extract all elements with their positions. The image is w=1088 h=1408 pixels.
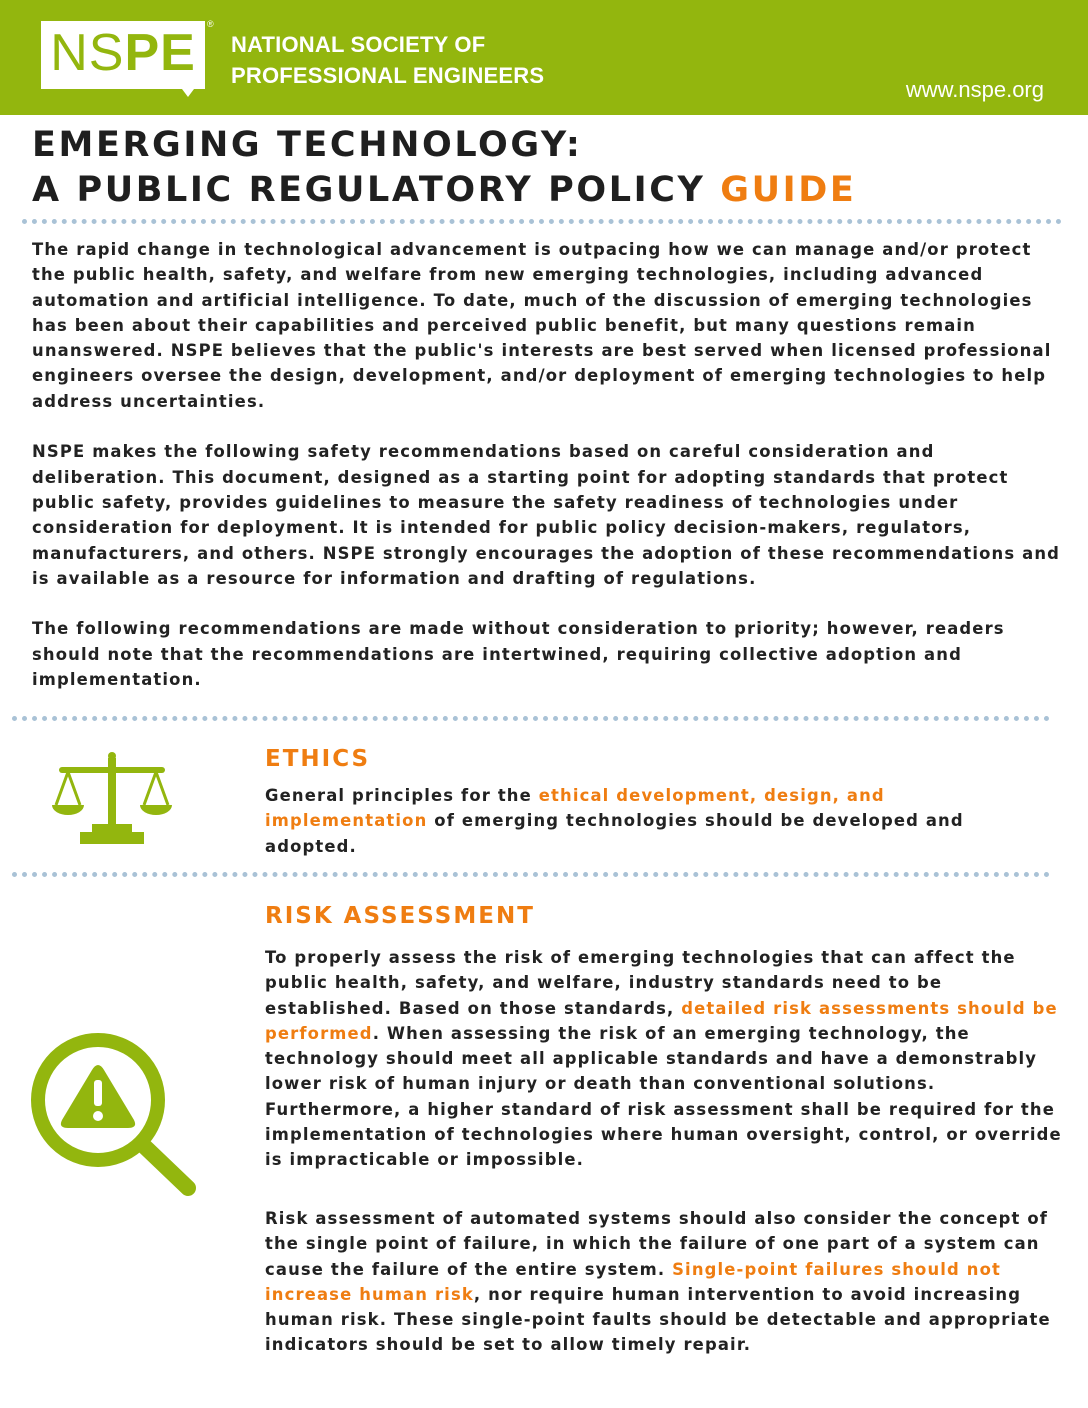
ethics-text: [265, 783, 1005, 859]
org-name-line2: PROFESSIONAL ENGINEERS: [231, 63, 545, 88]
risk-paragraph-2: [265, 1206, 1065, 1358]
logo-notch: [182, 89, 194, 97]
ethics-heading: ETHICS: [265, 746, 371, 772]
risk-paragraph-2-text: [265, 1206, 1065, 1358]
registered-mark: ®: [207, 19, 214, 29]
page-title: [32, 123, 856, 213]
ethics-text-before: General principles for the: [265, 786, 539, 805]
intro-paragraph-3: The following recommendations are made without consideration to priority; however, readers should note that the recommendations are intertwined, requiring collective adoption and implementation.: [32, 619, 1005, 690]
divider-ethics: [12, 716, 1050, 721]
divider-top: [22, 219, 1062, 224]
organization-name: [231, 29, 544, 91]
risk-p1-highlight: detailed risk assessments should be performed: [265, 998, 1058, 1043]
logo-text-bold: PE: [124, 24, 196, 82]
risk-p1-after: . When assessing the risk of an emerging technology, the technology should meet all applicable standards and have a demonstrably lower risk of human injury or death than conventional solutions. Furthermore, a higher standard of risk assessment shall be required for the implementation of technologies where human oversight, control, or override is impracticable or impossible.: [265, 1023, 1062, 1170]
intro-paragraph-1: The rapid change in technological advancement is outpacing how we can manage and/or protect the public health, safety, and welfare from new emerging technologies, including advanced automation and artificial intelligence. To date, much of the discussion of emerging technologies has been about their capabilities and perceived public benefit, but many questions remain unanswered. NSPE believes that the public's interests are best served when licensed professional engineers oversee the design, development, and/or deployment of emerging technologies to help address uncertainties.: [32, 240, 1052, 411]
risk-p2-after: , nor require human intervention to avoid increasing human risk. These single-point faults should be detectable and appropriate indicators should be set to allow timely repair.: [265, 1284, 1051, 1355]
magnifier-warning-icon: [30, 1032, 200, 1202]
website-link[interactable]: www.nspe.org: [905, 77, 1044, 102]
logo-wordmark: [41, 23, 205, 83]
risk-p2-highlight: Single-point failures should not increase human risk: [265, 1259, 1002, 1304]
title-line2: A PUBLIC REGULATORY POLICY: [32, 170, 721, 210]
title-accent: GUIDE: [720, 170, 857, 210]
risk-paragraph-1: [265, 945, 1065, 1173]
risk-heading: RISK ASSESSMENT: [265, 903, 535, 929]
risk-paragraph-1-text: [265, 945, 1065, 1173]
title-line1: EMERGING TECHNOLOGY:: [32, 125, 583, 165]
divider-risk: [12, 872, 1050, 877]
intro-section: [32, 237, 1062, 718]
risk-p1-before: To properly assess the risk of emerging technologies that can affect the public health, safety, and welfare, industry standards need to be established. Based on those standards,: [265, 948, 1016, 1018]
intro-paragraph-2: NSPE makes the following safety recommendations based on careful consideration and deliberation. This document, designed as a starting point for adopting standards that protect public safety, provides guidelines to measure the safety readiness of technologies under consideration for deployment. It is intended for public policy decision-makers, regulators, manufacturers, and others. NSPE strongly encourages the adoption of these recommendations and is available as a resource for information and drafting of regulations.: [32, 442, 1061, 588]
ethics-paragraph: [265, 783, 1005, 859]
ethics-text-after: of emerging technologies should be developed and adopted.: [265, 811, 964, 856]
org-name-line1: NATIONAL SOCIETY OF: [231, 32, 486, 57]
nspe-logo[interactable]: [41, 21, 205, 89]
header-banner: [0, 0, 1088, 115]
risk-p2-before: Risk assessment of automated systems should also consider the concept of the single point of failure, in which the failure of one part of a system can cause the failure of the entire system.: [265, 1209, 1049, 1279]
scales-icon: [52, 752, 172, 846]
ethics-text-highlight: ethical development, design, and implementation: [265, 786, 885, 831]
logo-text-light: NS: [50, 24, 125, 82]
